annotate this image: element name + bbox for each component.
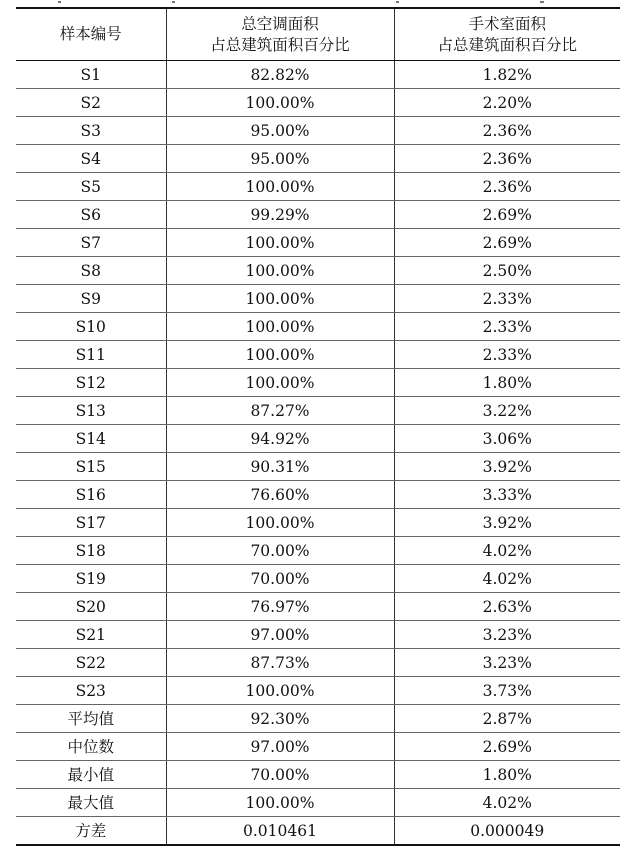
sample-id-cell: S2 [16, 89, 166, 117]
sample-id-cell: S10 [16, 313, 166, 341]
total-ac-ratio-cell: 70.00% [166, 761, 394, 789]
total-ac-ratio-cell: 100.00% [166, 89, 394, 117]
sample-id-cell: S14 [16, 425, 166, 453]
operating-room-ratio-cell: 2.33% [394, 341, 620, 369]
operating-room-ratio-cell: 2.87% [394, 705, 620, 733]
table-row [16, 761, 620, 789]
table-row [16, 425, 620, 453]
header-line: 样本编号 [59, 25, 122, 43]
total-ac-ratio-cell: 87.27% [166, 397, 394, 425]
total-ac-ratio-cell: 100.00% [166, 509, 394, 537]
total-ac-ratio-cell: 94.92% [166, 425, 394, 453]
operating-room-ratio-cell: 2.36% [394, 173, 620, 201]
table-row [16, 313, 620, 341]
total-ac-ratio-cell: 95.00% [166, 145, 394, 173]
total-ac-ratio-cell: 100.00% [166, 173, 394, 201]
table-row [16, 733, 620, 761]
table-row [16, 453, 620, 481]
sample-id-cell: S7 [16, 229, 166, 257]
sample-id-cell: S6 [16, 201, 166, 229]
total-ac-ratio-cell: 95.00% [166, 117, 394, 145]
table-row [16, 397, 620, 425]
table-body [16, 61, 620, 846]
table-row [16, 481, 620, 509]
sample-id-cell: S9 [16, 285, 166, 313]
operating-room-ratio-cell: 2.69% [394, 229, 620, 257]
table-row [16, 705, 620, 733]
header-total-ac-area-ratio [166, 8, 394, 61]
total-ac-ratio-cell: 97.00% [166, 733, 394, 761]
total-ac-ratio-cell: 82.82% [166, 61, 394, 89]
table-row [16, 817, 620, 846]
sample-id-cell: S11 [16, 341, 166, 369]
total-ac-ratio-cell: 100.00% [166, 257, 394, 285]
header-row [16, 8, 620, 61]
table-row [16, 593, 620, 621]
sample-id-cell: 方差 [16, 817, 166, 846]
operating-room-ratio-cell: 2.20% [394, 89, 620, 117]
sample-id-cell: 平均值 [16, 705, 166, 733]
total-ac-ratio-cell: 100.00% [166, 313, 394, 341]
total-ac-ratio-cell: 99.29% [166, 201, 394, 229]
sample-id-cell: S5 [16, 173, 166, 201]
table-row [16, 649, 620, 677]
table-row [16, 789, 620, 817]
sample-id-cell: S22 [16, 649, 166, 677]
table-row [16, 173, 620, 201]
header-line: 总空调面积 [241, 14, 319, 33]
sample-id-cell: S19 [16, 565, 166, 593]
header-line: 占总建筑面积百分比 [210, 35, 350, 54]
sample-id-cell: S21 [16, 621, 166, 649]
total-ac-ratio-cell: 100.00% [166, 229, 394, 257]
sample-id-cell: S3 [16, 117, 166, 145]
sample-id-cell: S17 [16, 509, 166, 537]
table-row [16, 229, 620, 257]
total-ac-ratio-cell: 70.00% [166, 537, 394, 565]
sample-id-cell: S20 [16, 593, 166, 621]
sample-id-cell: S13 [16, 397, 166, 425]
table-row [16, 369, 620, 397]
operating-room-ratio-cell: 3.73% [394, 677, 620, 705]
table-row [16, 89, 620, 117]
operating-room-ratio-cell: 2.50% [394, 257, 620, 285]
header-sample-id [16, 8, 166, 61]
area-ratio-table [16, 7, 620, 846]
sample-id-cell: S15 [16, 453, 166, 481]
table-row [16, 117, 620, 145]
table-row [16, 61, 620, 89]
operating-room-ratio-cell: 3.23% [394, 649, 620, 677]
sample-id-cell: 中位数 [16, 733, 166, 761]
table-row [16, 537, 620, 565]
total-ac-ratio-cell: 100.00% [166, 285, 394, 313]
table-row [16, 285, 620, 313]
total-ac-ratio-cell: 87.73% [166, 649, 394, 677]
header-line: 占总建筑面积百分比 [437, 35, 577, 54]
operating-room-ratio-cell: 2.63% [394, 593, 620, 621]
operating-room-ratio-cell: 3.33% [394, 481, 620, 509]
cropped-caption-fragment [0, 0, 633, 6]
operating-room-ratio-cell: 0.000049 [394, 817, 620, 846]
table-row [16, 145, 620, 173]
table-header [16, 8, 620, 61]
operating-room-ratio-cell: 3.23% [394, 621, 620, 649]
operating-room-ratio-cell: 3.92% [394, 509, 620, 537]
sample-id-cell: S1 [16, 61, 166, 89]
operating-room-ratio-cell: 2.69% [394, 201, 620, 229]
table-row [16, 621, 620, 649]
sample-id-cell: S12 [16, 369, 166, 397]
sample-id-cell: S4 [16, 145, 166, 173]
operating-room-ratio-cell: 4.02% [394, 789, 620, 817]
table-row [16, 677, 620, 705]
sample-id-cell: S18 [16, 537, 166, 565]
total-ac-ratio-cell: 97.00% [166, 621, 394, 649]
sample-id-cell: 最小值 [16, 761, 166, 789]
sample-id-cell: 最大值 [16, 789, 166, 817]
total-ac-ratio-cell: 100.00% [166, 677, 394, 705]
operating-room-ratio-cell: 2.36% [394, 145, 620, 173]
operating-room-ratio-cell: 3.92% [394, 453, 620, 481]
total-ac-ratio-cell: 90.31% [166, 453, 394, 481]
operating-room-ratio-cell: 4.02% [394, 537, 620, 565]
operating-room-ratio-cell: 2.33% [394, 313, 620, 341]
sample-id-cell: S16 [16, 481, 166, 509]
operating-room-ratio-cell: 2.69% [394, 733, 620, 761]
table-row [16, 565, 620, 593]
operating-room-ratio-cell: 2.36% [394, 117, 620, 145]
table-row [16, 257, 620, 285]
total-ac-ratio-cell: 100.00% [166, 789, 394, 817]
total-ac-ratio-cell: 70.00% [166, 565, 394, 593]
total-ac-ratio-cell: 76.97% [166, 593, 394, 621]
operating-room-ratio-cell: 1.82% [394, 61, 620, 89]
total-ac-ratio-cell: 92.30% [166, 705, 394, 733]
operating-room-ratio-cell: 1.80% [394, 761, 620, 789]
total-ac-ratio-cell: 0.010461 [166, 817, 394, 846]
header-operating-room-area-ratio [394, 8, 620, 61]
operating-room-ratio-cell: 3.22% [394, 397, 620, 425]
total-ac-ratio-cell: 100.00% [166, 341, 394, 369]
sample-id-cell: S8 [16, 257, 166, 285]
total-ac-ratio-cell: 100.00% [166, 369, 394, 397]
table-row [16, 201, 620, 229]
operating-room-ratio-cell: 4.02% [394, 565, 620, 593]
sample-id-cell: S23 [16, 677, 166, 705]
operating-room-ratio-cell: 1.80% [394, 369, 620, 397]
table-row [16, 341, 620, 369]
operating-room-ratio-cell: 3.06% [394, 425, 620, 453]
header-line: 手术室面积 [468, 14, 546, 33]
table-row [16, 509, 620, 537]
total-ac-ratio-cell: 76.60% [166, 481, 394, 509]
operating-room-ratio-cell: 2.33% [394, 285, 620, 313]
